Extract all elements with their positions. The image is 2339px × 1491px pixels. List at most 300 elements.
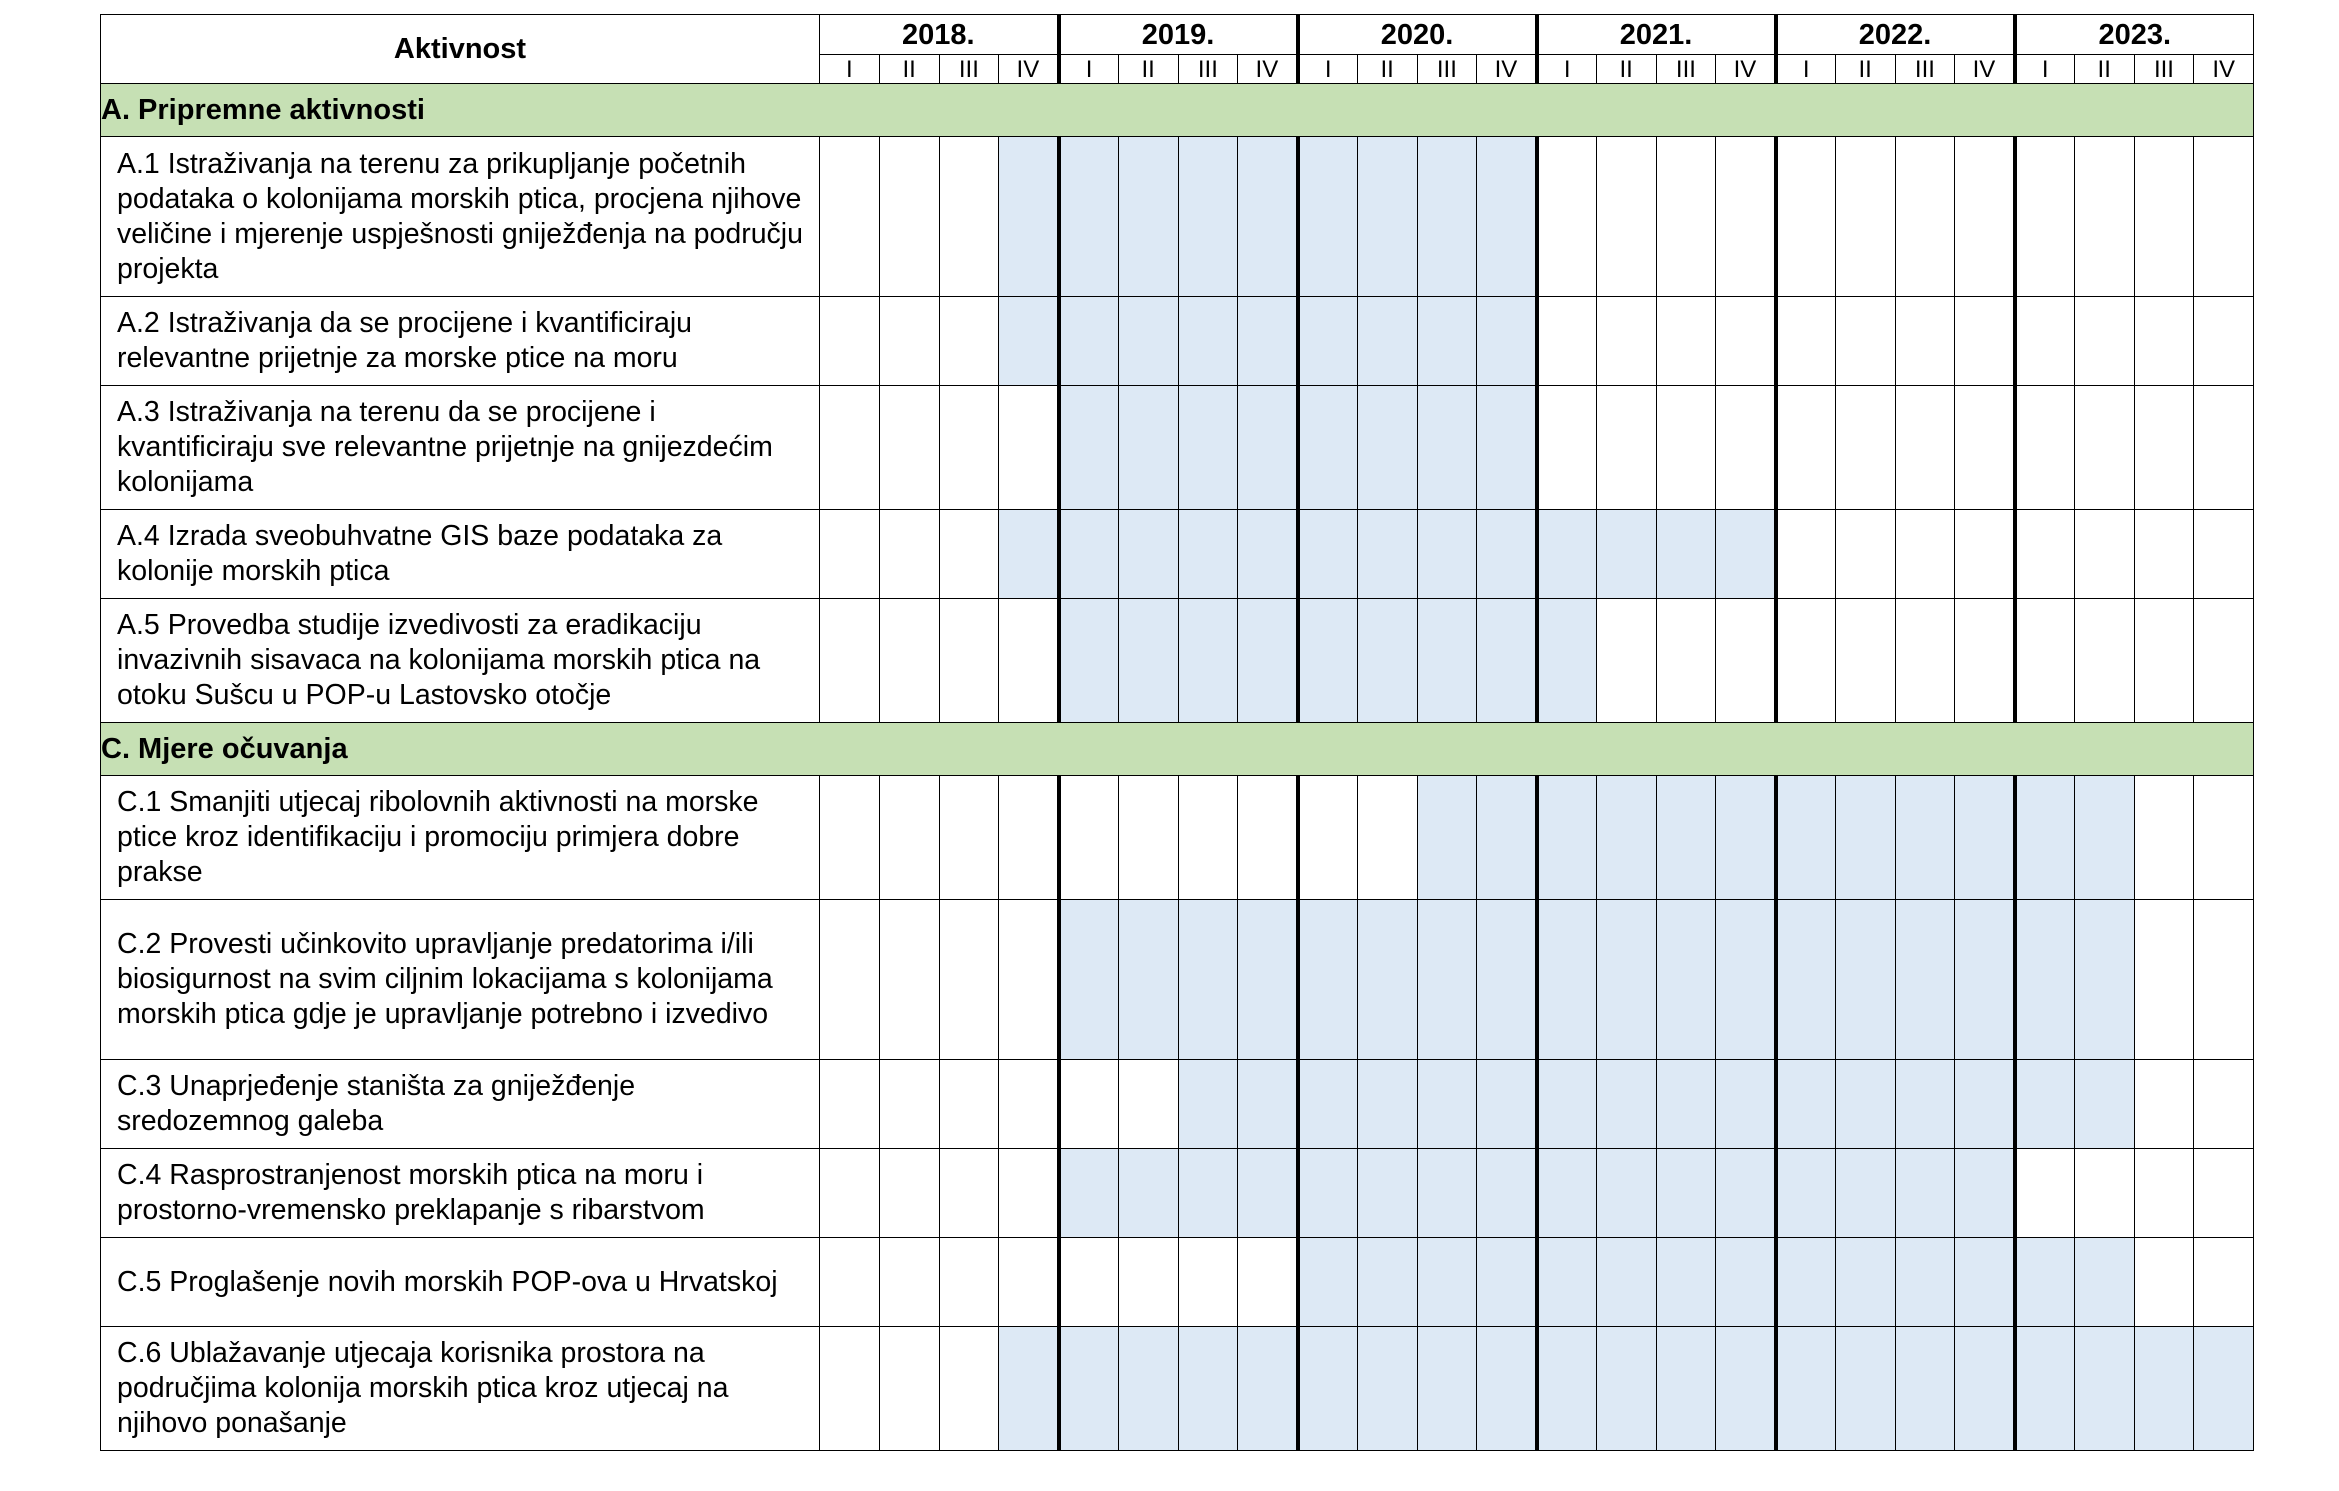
timeline-cell — [1118, 1060, 1178, 1149]
timeline-cell — [1955, 599, 2015, 723]
timeline-cell — [1656, 297, 1716, 386]
timeline-cell-active — [1835, 1327, 1895, 1451]
timeline-cell-active — [2194, 1327, 2254, 1451]
timeline-cell-active — [1596, 1238, 1656, 1327]
timeline-cell-active — [1118, 297, 1178, 386]
timeline-cell — [1895, 510, 1955, 599]
timeline-cell-active — [1596, 510, 1656, 599]
quarter-header: III — [939, 55, 999, 84]
timeline-cell — [1059, 776, 1119, 900]
year-header: 2019. — [1059, 15, 1298, 55]
timeline-cell-active — [1895, 1238, 1955, 1327]
timeline-cell-active — [2015, 1327, 2075, 1451]
timeline-cell — [1656, 386, 1716, 510]
timeline-cell — [999, 1149, 1059, 1238]
timeline-cell — [1835, 386, 1895, 510]
timeline-cell-active — [1178, 510, 1238, 599]
timeline-cell-active — [1716, 1238, 1776, 1327]
timeline-cell-active — [1357, 510, 1417, 599]
timeline-cell — [820, 510, 880, 599]
timeline-cell — [1178, 776, 1238, 900]
timeline-cell-active — [2074, 1327, 2134, 1451]
timeline-cell-active — [1059, 599, 1119, 723]
timeline-cell-active — [1656, 1060, 1716, 1149]
timeline-cell — [939, 1327, 999, 1451]
activity-row — [101, 776, 2254, 900]
timeline-cell — [1716, 386, 1776, 510]
timeline-cell-active — [1895, 1149, 1955, 1238]
timeline-cell-active — [1178, 1149, 1238, 1238]
timeline-cell-active — [1417, 297, 1477, 386]
timeline-cell — [2015, 297, 2075, 386]
timeline-cell — [879, 599, 939, 723]
quarter-header: I — [1776, 55, 1836, 84]
year-header: 2018. — [820, 15, 1059, 55]
timeline-cell — [2134, 137, 2194, 297]
timeline-cell-active — [1477, 137, 1537, 297]
timeline-cell — [879, 137, 939, 297]
timeline-cell — [2134, 510, 2194, 599]
timeline-cell — [2194, 510, 2254, 599]
timeline-cell-active — [2074, 1238, 2134, 1327]
timeline-cell — [999, 386, 1059, 510]
timeline-cell-active — [1596, 900, 1656, 1060]
timeline-cell — [879, 297, 939, 386]
timeline-cell — [2134, 1238, 2194, 1327]
timeline-cell — [2134, 1060, 2194, 1149]
timeline-cell-active — [1835, 1149, 1895, 1238]
timeline-cell — [999, 1238, 1059, 1327]
timeline-cell-active — [1059, 1149, 1119, 1238]
timeline-cell — [1895, 599, 1955, 723]
timeline-cell-active — [1417, 776, 1477, 900]
timeline-cell — [1596, 386, 1656, 510]
timeline-cell-active — [1417, 1327, 1477, 1451]
timeline-cell — [2074, 599, 2134, 723]
quarter-header: II — [1596, 55, 1656, 84]
activity-column-header: Aktivnost — [101, 15, 820, 84]
activity-row — [101, 1238, 2254, 1327]
timeline-cell-active — [1776, 900, 1836, 1060]
quarter-header: IV — [999, 55, 1059, 84]
timeline-cell-active — [1716, 1149, 1776, 1238]
timeline-cell-active — [1059, 510, 1119, 599]
timeline-cell-active — [1835, 1238, 1895, 1327]
timeline-cell-active — [1238, 1327, 1298, 1451]
timeline-cell — [1656, 599, 1716, 723]
timeline-cell — [1895, 297, 1955, 386]
timeline-cell-active — [1059, 137, 1119, 297]
timeline-cell — [1357, 776, 1417, 900]
timeline-cell-active — [1537, 900, 1597, 1060]
timeline-cell — [939, 510, 999, 599]
timeline-cell — [2015, 137, 2075, 297]
activity-row — [101, 386, 2254, 510]
year-header: 2020. — [1298, 15, 1537, 55]
timeline-cell — [2074, 137, 2134, 297]
timeline-cell-active — [1477, 297, 1537, 386]
timeline-cell — [879, 1060, 939, 1149]
timeline-cell-active — [1238, 137, 1298, 297]
timeline-cell-active — [1178, 1327, 1238, 1451]
timeline-cell-active — [1118, 137, 1178, 297]
activity-label: A.5 Provedba studije izvedivosti za eradikaciju invazivnih sisavaca na kolonijama morskih ptica na otoku Sušcu u POP-u Lastovsko otočje — [101, 599, 820, 723]
activity-row — [101, 900, 2254, 1060]
timeline-cell-active — [1477, 599, 1537, 723]
timeline-cell-active — [1656, 1238, 1716, 1327]
quarter-header: II — [1118, 55, 1178, 84]
year-header-row — [101, 15, 2254, 55]
timeline-cell — [2015, 510, 2075, 599]
timeline-cell-active — [1776, 1060, 1836, 1149]
activity-row — [101, 599, 2254, 723]
timeline-cell — [820, 297, 880, 386]
timeline-cell — [939, 1060, 999, 1149]
timeline-cell-active — [2015, 1060, 2075, 1149]
timeline-cell-active — [1955, 900, 2015, 1060]
timeline-cell-active — [1178, 900, 1238, 1060]
timeline-cell-active — [1955, 1327, 2015, 1451]
timeline-cell — [1776, 137, 1836, 297]
timeline-cell-active — [1716, 1060, 1776, 1149]
timeline-cell-active — [1955, 776, 2015, 900]
timeline-cell — [1955, 510, 2015, 599]
activity-row — [101, 137, 2254, 297]
timeline-cell — [1537, 297, 1597, 386]
timeline-cell-active — [1537, 1149, 1597, 1238]
quarter-header: II — [879, 55, 939, 84]
timeline-cell-active — [1298, 1327, 1358, 1451]
timeline-cell-active — [1955, 1238, 2015, 1327]
timeline-cell-active — [1357, 297, 1417, 386]
timeline-cell — [1835, 137, 1895, 297]
timeline-cell — [1059, 1238, 1119, 1327]
timeline-cell-active — [1298, 900, 1358, 1060]
timeline-cell-active — [1238, 510, 1298, 599]
timeline-cell — [1118, 1238, 1178, 1327]
timeline-cell-active — [1059, 900, 1119, 1060]
timeline-cell — [939, 1149, 999, 1238]
timeline-cell — [1776, 599, 1836, 723]
quarter-header: IV — [2194, 55, 2254, 84]
timeline-cell-active — [2074, 900, 2134, 1060]
timeline-cell-active — [1477, 1238, 1537, 1327]
timeline-cell — [1059, 1060, 1119, 1149]
timeline-cell-active — [1477, 1060, 1537, 1149]
timeline-cell-active — [1357, 1238, 1417, 1327]
timeline-cell-active — [1238, 1060, 1298, 1149]
activity-label: A.1 Istraživanja na terenu za prikupljanje početnih podataka o kolonijama morskih ptica, procjena njihove veličine i mjerenje uspješnosti gniježđenja na području projekta — [101, 137, 820, 297]
quarter-header: I — [1298, 55, 1358, 84]
quarter-header: III — [1656, 55, 1716, 84]
timeline-cell-active — [1118, 599, 1178, 723]
section-header-row — [101, 723, 2254, 776]
timeline-cell-active — [2015, 900, 2075, 1060]
timeline-cell — [820, 1238, 880, 1327]
timeline-cell — [879, 386, 939, 510]
timeline-cell-active — [1537, 599, 1597, 723]
timeline-cell-active — [1955, 1060, 2015, 1149]
timeline-cell-active — [1357, 900, 1417, 1060]
timeline-cell-active — [1835, 900, 1895, 1060]
timeline-cell-active — [1656, 900, 1716, 1060]
timeline-cell — [2074, 1149, 2134, 1238]
timeline-cell — [1596, 297, 1656, 386]
timeline-cell-active — [1417, 599, 1477, 723]
timeline-cell-active — [1118, 1327, 1178, 1451]
timeline-cell — [2194, 1060, 2254, 1149]
timeline-cell-active — [1716, 510, 1776, 599]
timeline-cell — [999, 1060, 1059, 1149]
timeline-cell — [1656, 137, 1716, 297]
timeline-cell-active — [1357, 386, 1417, 510]
timeline-cell-active — [1178, 297, 1238, 386]
timeline-cell-active — [1357, 1327, 1417, 1451]
timeline-cell-active — [1955, 1149, 2015, 1238]
timeline-cell — [1238, 1238, 1298, 1327]
timeline-cell — [2194, 599, 2254, 723]
timeline-cell-active — [1596, 776, 1656, 900]
timeline-cell — [1537, 386, 1597, 510]
timeline-cell — [1955, 297, 2015, 386]
activity-label: C.4 Rasprostranjenost morskih ptica na moru i prostorno-vremensko preklapanje s ribarstvom — [101, 1149, 820, 1238]
timeline-cell — [1178, 1238, 1238, 1327]
timeline-cell-active — [1895, 1327, 1955, 1451]
timeline-cell-active — [1357, 137, 1417, 297]
timeline-cell-active — [1596, 1149, 1656, 1238]
timeline-cell — [1776, 510, 1836, 599]
timeline-cell-active — [1776, 776, 1836, 900]
timeline-cell-active — [2015, 1238, 2075, 1327]
timeline-cell-active — [1417, 1238, 1477, 1327]
timeline-cell-active — [1298, 297, 1358, 386]
timeline-cell-active — [1238, 1149, 1298, 1238]
timeline-cell — [939, 137, 999, 297]
timeline-cell — [820, 599, 880, 723]
timeline-cell-active — [999, 297, 1059, 386]
timeline-cell-active — [1716, 776, 1776, 900]
year-header: 2021. — [1537, 15, 1776, 55]
timeline-cell-active — [1298, 1238, 1358, 1327]
timeline-cell — [879, 1149, 939, 1238]
timeline-cell-active — [1238, 599, 1298, 723]
timeline-cell-active — [1537, 1060, 1597, 1149]
section-title: A. Pripremne aktivnosti — [101, 84, 2254, 137]
quarter-header: II — [1835, 55, 1895, 84]
timeline-cell-active — [1596, 1060, 1656, 1149]
activity-gantt-table — [100, 14, 2254, 1451]
timeline-cell-active — [1178, 1060, 1238, 1149]
timeline-cell — [1596, 599, 1656, 723]
timeline-cell — [2015, 1149, 2075, 1238]
timeline-cell-active — [1477, 1149, 1537, 1238]
timeline-cell — [2074, 510, 2134, 599]
timeline-cell — [2134, 599, 2194, 723]
timeline-cell-active — [2134, 1327, 2194, 1451]
timeline-cell — [2194, 1149, 2254, 1238]
timeline-cell-active — [1477, 900, 1537, 1060]
timeline-cell — [1118, 776, 1178, 900]
timeline-cell — [1955, 137, 2015, 297]
timeline-cell-active — [1059, 386, 1119, 510]
timeline-cell — [939, 776, 999, 900]
activity-row — [101, 1149, 2254, 1238]
timeline-cell-active — [2074, 776, 2134, 900]
timeline-cell-active — [1417, 1060, 1477, 1149]
timeline-cell — [2194, 297, 2254, 386]
timeline-cell — [1776, 386, 1836, 510]
timeline-cell — [1298, 776, 1358, 900]
timeline-cell-active — [1059, 297, 1119, 386]
timeline-cell — [879, 776, 939, 900]
timeline-cell — [1596, 137, 1656, 297]
timeline-cell — [1776, 297, 1836, 386]
timeline-cell — [939, 599, 999, 723]
timeline-cell — [1835, 599, 1895, 723]
timeline-cell-active — [1298, 510, 1358, 599]
timeline-cell — [2134, 1149, 2194, 1238]
timeline-cell-active — [1656, 510, 1716, 599]
timeline-cell-active — [1298, 1060, 1358, 1149]
timeline-cell — [2194, 900, 2254, 1060]
timeline-cell-active — [1835, 1060, 1895, 1149]
timeline-cell-active — [1417, 386, 1477, 510]
timeline-cell-active — [1417, 1149, 1477, 1238]
timeline-cell — [1716, 297, 1776, 386]
timeline-cell-active — [1656, 1327, 1716, 1451]
timeline-cell-active — [1118, 386, 1178, 510]
timeline-cell — [1835, 297, 1895, 386]
timeline-cell — [999, 900, 1059, 1060]
timeline-cell-active — [1298, 386, 1358, 510]
timeline-cell-active — [1238, 386, 1298, 510]
timeline-cell — [879, 900, 939, 1060]
timeline-cell-active — [1417, 510, 1477, 599]
timeline-cell — [1955, 386, 2015, 510]
activity-row — [101, 510, 2254, 599]
quarter-header: IV — [1238, 55, 1298, 84]
timeline-cell — [820, 776, 880, 900]
timeline-cell-active — [1118, 510, 1178, 599]
timeline-cell-active — [1477, 510, 1537, 599]
timeline-cell — [2194, 137, 2254, 297]
timeline-cell-active — [1716, 1327, 1776, 1451]
timeline-cell — [2194, 1238, 2254, 1327]
quarter-header: III — [1895, 55, 1955, 84]
section-header-row — [101, 84, 2254, 137]
timeline-cell-active — [1776, 1238, 1836, 1327]
timeline-cell-active — [1357, 1060, 1417, 1149]
timeline-cell-active — [1537, 776, 1597, 900]
section-title: C. Mjere očuvanja — [101, 723, 2254, 776]
timeline-cell — [1238, 776, 1298, 900]
timeline-cell — [820, 137, 880, 297]
quarter-header: III — [2134, 55, 2194, 84]
timeline-cell — [999, 599, 1059, 723]
timeline-cell-active — [2015, 776, 2075, 900]
timeline-cell-active — [1656, 1149, 1716, 1238]
timeline-cell — [2015, 599, 2075, 723]
timeline-cell-active — [1417, 137, 1477, 297]
timeline-cell — [2134, 297, 2194, 386]
timeline-cell-active — [1776, 1327, 1836, 1451]
activity-label: C.6 Ublažavanje utjecaja korisnika prostora na područjima kolonija morskih ptica kroz utjecaj na njihovo ponašanje — [101, 1327, 820, 1451]
activity-label: C.5 Proglašenje novih morskih POP-ova u Hrvatskoj — [101, 1238, 820, 1327]
timeline-cell-active — [1716, 900, 1776, 1060]
timeline-cell — [879, 1327, 939, 1451]
timeline-cell-active — [1537, 1327, 1597, 1451]
activity-label: A.4 Izrada sveobuhvatne GIS baze podataka za kolonije morskih ptica — [101, 510, 820, 599]
activity-label: A.3 Istraživanja na terenu da se procijene i kvantificiraju sve relevantne prijetnje na gnijezdećim kolonijama — [101, 386, 820, 510]
quarter-header: I — [1059, 55, 1119, 84]
timeline-cell-active — [1298, 137, 1358, 297]
quarter-header: IV — [1716, 55, 1776, 84]
timeline-cell-active — [1357, 599, 1417, 723]
timeline-cell — [1895, 386, 1955, 510]
activity-row — [101, 1327, 2254, 1451]
quarter-header: I — [2015, 55, 2075, 84]
timeline-cell — [879, 1238, 939, 1327]
timeline-cell — [2074, 386, 2134, 510]
timeline-cell-active — [1298, 599, 1358, 723]
timeline-cell-active — [1537, 1238, 1597, 1327]
timeline-cell — [1716, 137, 1776, 297]
timeline-cell-active — [1477, 1327, 1537, 1451]
timeline-cell-active — [1118, 900, 1178, 1060]
timeline-cell-active — [1477, 386, 1537, 510]
year-header: 2023. — [2015, 15, 2254, 55]
timeline-cell — [820, 900, 880, 1060]
timeline-cell-active — [1178, 599, 1238, 723]
timeline-cell — [820, 1149, 880, 1238]
timeline-cell — [939, 900, 999, 1060]
timeline-cell-active — [1238, 297, 1298, 386]
timeline-cell-active — [999, 1327, 1059, 1451]
timeline-cell — [939, 297, 999, 386]
timeline-cell-active — [1537, 510, 1597, 599]
timeline-cell-active — [1895, 776, 1955, 900]
quarter-header: II — [2074, 55, 2134, 84]
timeline-cell-active — [1895, 1060, 1955, 1149]
quarter-header: I — [820, 55, 880, 84]
activity-label: C.2 Provesti učinkovito upravljanje predatorima i/ili biosigurnost na svim ciljnim lokacijama s kolonijama morskih ptica gdje je upravljanje potrebno i izvedivo — [101, 900, 820, 1060]
quarter-header: III — [1417, 55, 1477, 84]
timeline-cell-active — [1178, 386, 1238, 510]
timeline-cell-active — [1118, 1149, 1178, 1238]
timeline-cell — [2194, 776, 2254, 900]
timeline-cell-active — [1417, 900, 1477, 1060]
timeline-cell-active — [1656, 776, 1716, 900]
activity-label: C.1 Smanjiti utjecaj ribolovnih aktivnosti na morske ptice kroz identifikaciju i promociju primjera dobre prakse — [101, 776, 820, 900]
timeline-cell — [820, 1327, 880, 1451]
timeline-cell — [2015, 386, 2075, 510]
timeline-cell — [820, 1060, 880, 1149]
timeline-cell-active — [1357, 1149, 1417, 1238]
timeline-cell-active — [1596, 1327, 1656, 1451]
timeline-cell-active — [999, 137, 1059, 297]
timeline-cell-active — [1477, 776, 1537, 900]
timeline-cell-active — [1178, 137, 1238, 297]
timeline-cell — [1716, 599, 1776, 723]
timeline-cell-active — [1059, 1327, 1119, 1451]
timeline-cell — [1895, 137, 1955, 297]
activity-label: A.2 Istraživanja da se procijene i kvantificiraju relevantne prijetnje za morske ptice na moru — [101, 297, 820, 386]
timeline-cell-active — [1835, 776, 1895, 900]
quarter-header: IV — [1477, 55, 1537, 84]
activity-row — [101, 297, 2254, 386]
year-header: 2022. — [1776, 15, 2015, 55]
timeline-cell — [820, 386, 880, 510]
